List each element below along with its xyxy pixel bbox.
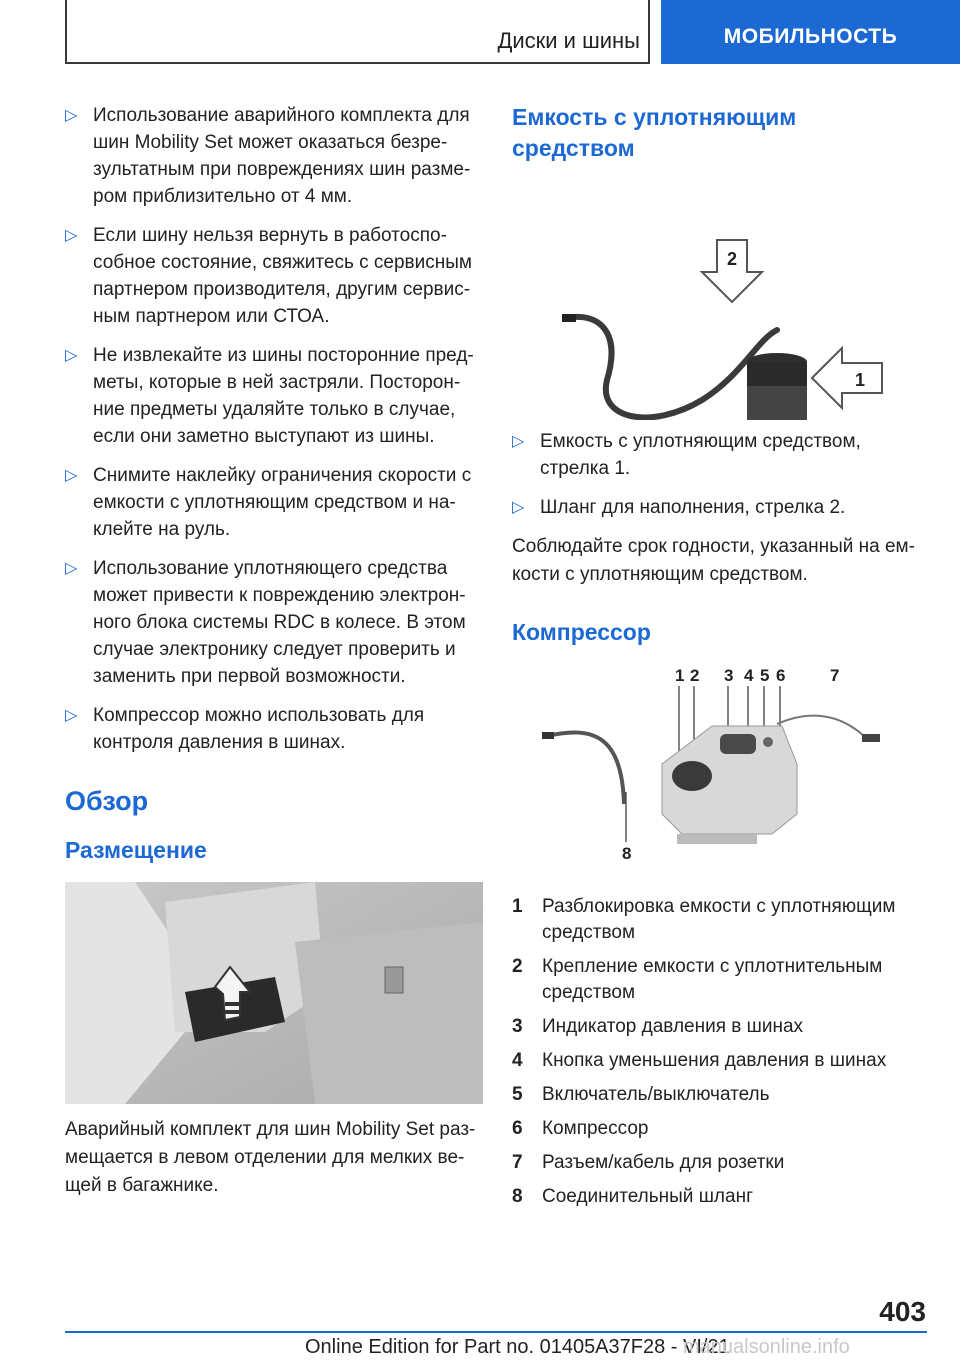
legend-item: 8 Соединительный шланг	[512, 1184, 922, 1210]
legend-number: 7	[512, 1152, 523, 1173]
triangle-bullet-icon: ▷	[512, 433, 525, 450]
callout-num: 6	[776, 666, 786, 685]
legend-number: 8	[512, 1186, 523, 1207]
legend-item: 7 Разъем/кабель для розетки	[512, 1150, 922, 1176]
list-item: ▷ Емкость с уплотняющим средством, стрелка 1.	[512, 428, 922, 482]
legend-number: 1	[512, 896, 523, 917]
triangle-bullet-icon: ▷	[65, 347, 78, 364]
legend-item: 5 Включатель/выключатель	[512, 1082, 922, 1108]
triangle-bullet-icon: ▷	[65, 707, 78, 724]
container-heading: Емкость с уплотняющим средством	[512, 104, 797, 161]
legend-item: 3 Индикатор давления в шинах	[512, 1014, 922, 1040]
callout-num: 8	[622, 844, 632, 863]
compressor-illustration	[512, 664, 922, 874]
list-item: ▷ Использование аварийного комплекта для шин Mobility Set может оказаться безре-зультатным при повреждениях шин разме-ром приблизительно от 4 мм.	[65, 102, 483, 210]
callout-num: 4	[744, 666, 754, 685]
callout-num: 2	[690, 666, 700, 685]
left-column	[65, 102, 483, 1200]
callout-num: 1	[675, 666, 685, 685]
watermark: manualsonline.info	[683, 1336, 850, 1358]
footer-divider	[65, 1331, 927, 1333]
legend-number: 3	[512, 1016, 523, 1037]
sealant-container-illustration	[512, 180, 922, 420]
callout-arrow-1	[812, 348, 882, 408]
edition-text: Online Edition for Part no. 01405A37F28 - VI/21	[305, 1336, 730, 1358]
list-item: ▷ Если шину нельзя вернуть в работоспо-собное состояние, свяжитесь с сервисным партнером производителя, другим сервис-ным партнером или СТОА.	[65, 222, 483, 330]
triangle-bullet-icon: ▷	[65, 560, 78, 577]
triangle-bullet-icon: ▷	[65, 467, 78, 484]
list-item: ▷ Шланг для наполнения, стрелка 2.	[512, 494, 922, 521]
right-column	[512, 102, 922, 1218]
expiry-note: Соблюдайте срок годности, указанный на ем-кости с уплотняющим средством.	[512, 536, 915, 585]
legend-number: 5	[512, 1084, 523, 1105]
legend-item: 4 Кнопка уменьшения давления в шинах	[512, 1048, 922, 1074]
overview-heading: Обзор	[65, 786, 149, 816]
legend-item: 2 Крепление емкости с уплотнительным средством	[512, 956, 883, 1003]
location-description: Аварийный комплект для шин Mobility Set раз-мещается в левом отделении для мелких ве-щей в багажнике.	[65, 1119, 476, 1196]
page-number: 403	[879, 1296, 926, 1327]
legend-number: 6	[512, 1118, 523, 1139]
list-item: ▷ Не извлекайте из шины посторонние пред-меты, которые в ней застряли. Посторон-ние предметы удаляйте только в случае, если они заметно выступают из шины.	[65, 342, 483, 450]
legend-item: 6 Компрессор	[512, 1116, 922, 1142]
list-item: ▷ Компрессор можно использовать для контроля давления в шинах.	[65, 702, 483, 756]
callout-label-1: 1	[854, 370, 866, 390]
section-title: Диски и шины	[497, 28, 640, 53]
location-heading: Размещение	[65, 837, 207, 863]
list-item: ▷ Использование уплотняющего средства может привести к повреждению электрон-ного блока системы RDC в колесе. В этом случае электронику следует проверить и заменить при первой возможности.	[65, 555, 483, 690]
list-item: ▷ Снимите наклейку ограничения скорости с емкости с уплотняющим средством и на-клейте на руль.	[65, 462, 483, 543]
callout-num: 7	[830, 666, 840, 685]
triangle-bullet-icon: ▷	[65, 227, 78, 244]
callout-num: 3	[724, 666, 734, 685]
legend-number: 2	[512, 956, 523, 977]
legend-number: 4	[512, 1050, 523, 1071]
callout-num: 5	[760, 666, 770, 685]
callout-label-2: 2	[726, 249, 738, 269]
chapter-tab[interactable]	[661, 0, 960, 64]
legend-item: 1 Разблокировка емкости с уплотняющим средством	[512, 896, 896, 943]
chapter-tab-label: МОБИЛЬНОСТЬ	[723, 25, 898, 48]
trunk-photo	[65, 882, 483, 1104]
triangle-bullet-icon: ▷	[65, 107, 78, 124]
compressor-heading: Компрессор	[512, 619, 651, 645]
triangle-bullet-icon: ▷	[512, 499, 525, 516]
